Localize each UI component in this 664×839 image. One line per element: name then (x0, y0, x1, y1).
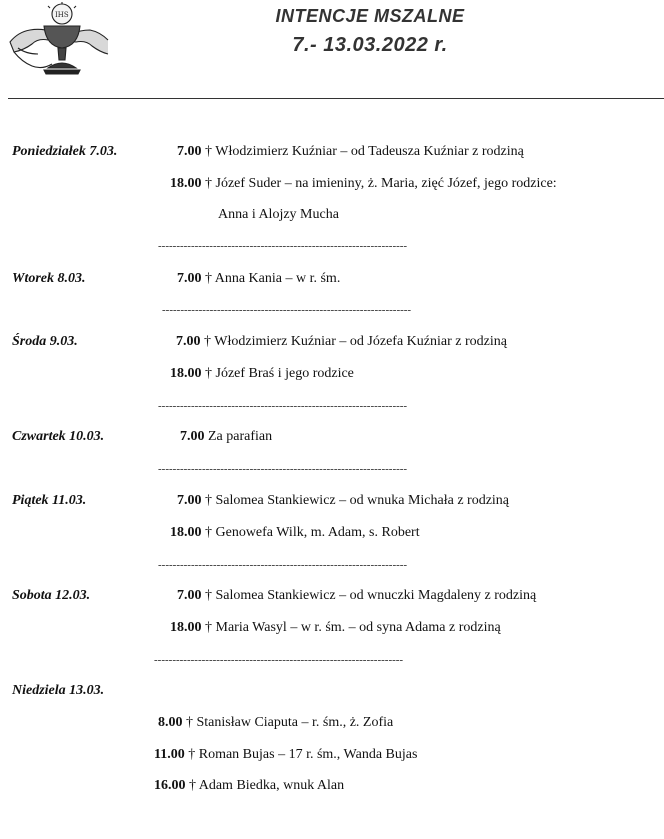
mass-time: 7.00 (177, 271, 202, 286)
mass-intention: † Adam Biedka, wnuk Alan (185, 778, 345, 793)
mass-intention-continuation: Anna i Alojzy Mucha (218, 207, 339, 222)
mass-entry (177, 271, 340, 287)
date-range: 7.- 13.03.2022 r. (292, 34, 448, 56)
day-label-monday: Poniedziałek 7.03. (12, 144, 118, 159)
mass-entry (177, 493, 509, 509)
mass-time: 16.00 (154, 778, 186, 793)
mass-intention: † Salomea Stankiewicz – od wnuczki Magdaleny z rodziną (201, 588, 537, 603)
mass-intention: † Roman Bujas – 17 r. śm., Wanda Bujas (184, 747, 418, 762)
mass-entry (180, 429, 272, 445)
mass-intention: † Józef Braś i jego rodzice (201, 366, 354, 381)
mass-intention: † Salomea Stankiewicz – od wnuka Michała z rodziną (201, 493, 510, 508)
mass-intention: † Włodzimierz Kuźniar – od Józefa Kuźniar z rodziną (200, 334, 507, 349)
svg-text:IHS: IHS (55, 11, 69, 19)
mass-entry (177, 588, 536, 604)
mass-intention: † Włodzimierz Kuźniar – od Tadeusza Kuźniar z rodziną (201, 144, 524, 159)
day-label-sunday: Niedziela 13.03. (12, 683, 105, 698)
day-label-tuesday: Wtorek 8.03. (12, 271, 86, 286)
separator: -------------------------------------------------------------------- (158, 400, 408, 412)
mass-intention: † Genowefa Wilk, m. Adam, s. Robert (201, 525, 420, 540)
separator: -------------------------------------------------------------------- (158, 463, 408, 475)
mass-time: 18.00 (170, 620, 202, 635)
mass-entry (170, 525, 420, 541)
day-label-saturday: Sobota 12.03. (12, 588, 91, 603)
mass-time: 18.00 (170, 176, 202, 191)
page-title: INTENCJE MSZALNE (275, 6, 465, 26)
mass-time: 18.00 (170, 525, 202, 540)
mass-time: 7.00 (177, 493, 202, 508)
mass-intention: Za parafian (204, 429, 273, 444)
mass-entry (176, 334, 507, 350)
mass-time: 18.00 (170, 366, 202, 381)
separator: -------------------------------------------------------------------- (154, 654, 404, 666)
mass-intention: † Maria Wasyl – w r. śm. – od syna Adama z rodziną (201, 620, 501, 635)
mass-time: 7.00 (177, 588, 202, 603)
mass-time: 7.00 (176, 334, 201, 349)
header-divider (8, 98, 664, 99)
mass-entry (158, 715, 393, 731)
day-label-thursday: Czwartek 10.03. (12, 429, 105, 444)
mass-entry (170, 366, 354, 382)
mass-intention: † Józef Suder – na imieniny, ż. Maria, zięć Józef, jego rodzice: (201, 176, 557, 191)
mass-time: 8.00 (158, 715, 183, 730)
mass-time: 7.00 (180, 429, 205, 444)
mass-intention: † Stanisław Ciaputa – r. śm., ż. Zofia (182, 715, 394, 730)
mass-entry (154, 747, 417, 763)
chalice-hands-icon (8, 2, 112, 80)
day-label-friday: Piątek 11.03. (12, 493, 87, 508)
mass-entry (177, 144, 524, 160)
mass-time: 7.00 (177, 144, 202, 159)
mass-entry (170, 176, 557, 192)
separator: -------------------------------------------------------------------- (162, 304, 412, 316)
separator: -------------------------------------------------------------------- (158, 559, 408, 571)
mass-entry (170, 620, 501, 636)
mass-intention: † Anna Kania – w r. śm. (201, 271, 341, 286)
mass-entry (154, 778, 344, 794)
day-label-wednesday: Środa 9.03. (12, 334, 78, 349)
mass-time: 11.00 (154, 747, 185, 762)
separator: -------------------------------------------------------------------- (158, 240, 408, 252)
